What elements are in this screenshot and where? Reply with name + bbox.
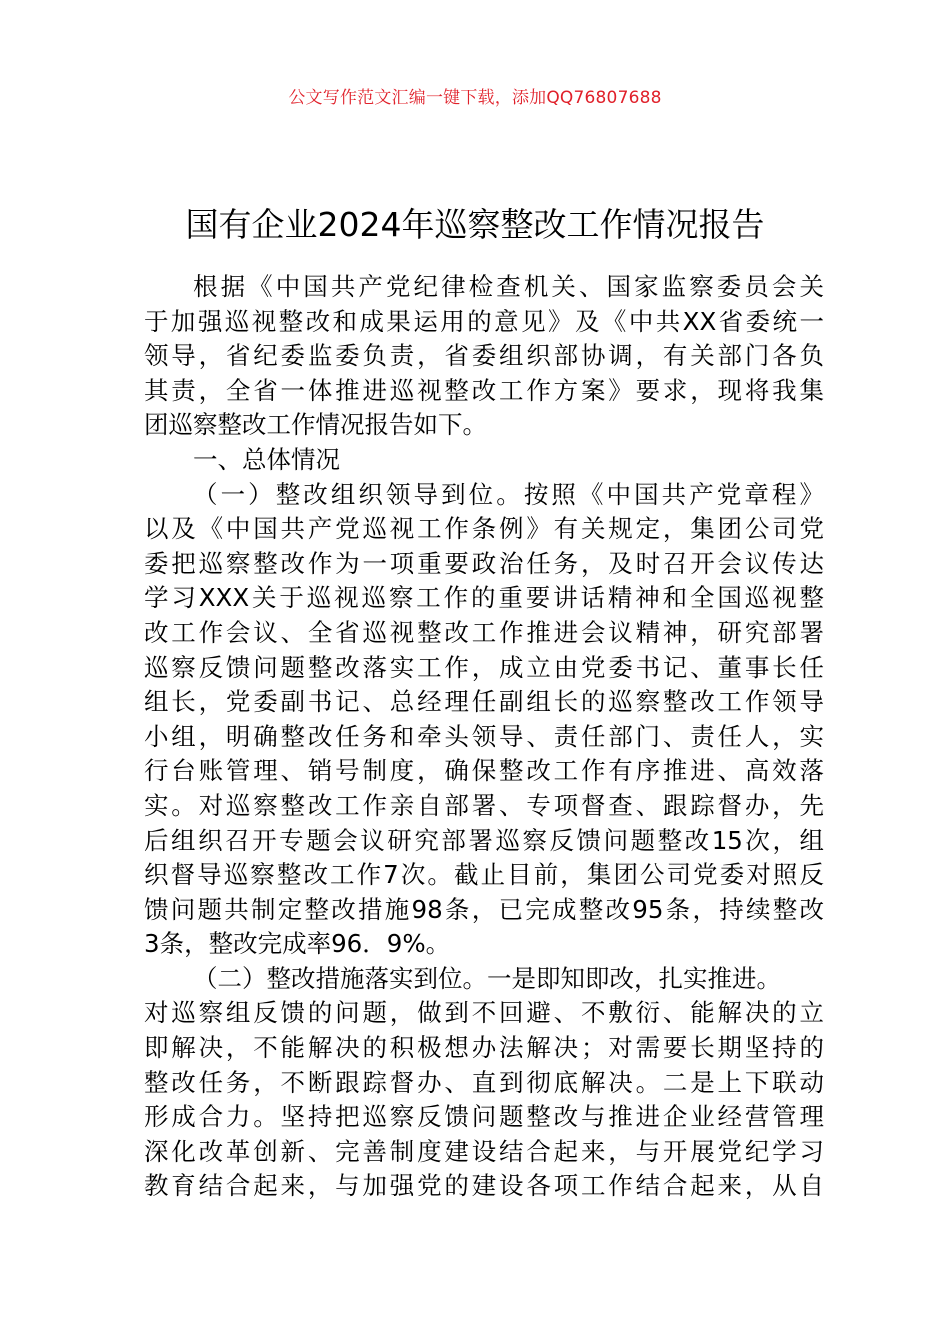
text-line: 即解决，不能解决的积极想办法解决；对需要长期坚持的 <box>144 1033 824 1063</box>
text-line: 对巡察组反馈的问题，做到不回避、不敷衍、能解决的立 <box>144 998 824 1028</box>
paragraph-organization-leadership <box>144 478 824 962</box>
text-line: 深化改革创新、完善制度建设结合起来，与开展党纪学习 <box>144 1136 824 1166</box>
text-line: 馈问题共制定整改措施98条，已完成整改95条，持续整改 <box>144 894 824 924</box>
text-line: 整改任务，不断跟踪督办、直到彻底解决。二是上下联动 <box>144 1067 824 1097</box>
text-line: 织督导巡察整改工作7次。截止目前，集团公司党委对照反 <box>144 860 824 890</box>
text-line: 小组，明确整改任务和牵头领导、责任部门、责任人，实 <box>144 721 824 751</box>
section-heading-overview <box>144 443 824 478</box>
document-title: 国有企业2024年巡察整改工作情况报告 <box>185 205 765 245</box>
text-line: 以及《中国共产党巡视工作条例》有关规定，集团公司党 <box>144 514 824 544</box>
document-body <box>144 270 824 1204</box>
text-line: 实。对巡察整改工作亲自部署、专项督查、跟踪督办，先 <box>144 790 824 820</box>
text-line: 根据《中国共产党纪律检查机关、国家监察委员会关 <box>193 272 824 301</box>
text-line: 形成合力。坚持把巡察反馈问题整改与推进企业经营管理 <box>144 1102 824 1132</box>
text-line: 委把巡察整改作为一项重要政治任务，及时召开会议传达 <box>144 548 824 578</box>
text-line: 行台账管理、销号制度，确保整改工作有序推进、高效落 <box>144 756 824 786</box>
text-line: （一）整改组织领导到位。按照《中国共产党章程》 <box>193 479 824 509</box>
text-line: 其责，全省一体推进巡视整改工作方案》要求，现将我集 <box>144 375 824 405</box>
text-line: 改工作会议、全省巡视整改工作推进会议精神，研究部署 <box>144 617 824 647</box>
text-line: 组长，党委副书记、总经理任副组长的巡察整改工作领导 <box>144 687 824 717</box>
text-line: 团巡察整改工作情况报告如下。 <box>144 410 487 440</box>
paragraph-measures-implementation <box>144 962 824 1204</box>
text-line: 领导，省纪委监委负责，省委组织部协调，有关部门各负 <box>144 341 824 371</box>
text-line: 后组织召开专题会议研究部署巡察反馈问题整改15次，组 <box>144 825 824 855</box>
text-line: 巡察反馈问题整改落实工作，成立由党委书记、董事长任 <box>144 652 824 682</box>
text-line: 教育结合起来，与加强党的建设各项工作结合起来，从自 <box>144 1171 824 1201</box>
text-line: 学习XXX关于巡视巡察工作的重要讲话精神和全国巡视整 <box>144 583 824 613</box>
text-line: 3条，整改完成率96．9%。 <box>144 929 451 959</box>
download-watermark: 公文写作范文汇编一键下载，添加QQ76807688 <box>288 88 662 108</box>
text-line: （二）整改措施落实到位。一是即知即改，扎实推进。 <box>193 963 781 993</box>
paragraph-intro <box>144 270 824 443</box>
text-line: 于加强巡视整改和成果运用的意见》及《中共XX省委统一 <box>144 306 824 336</box>
section-heading: 一、总体情况 <box>193 444 340 474</box>
